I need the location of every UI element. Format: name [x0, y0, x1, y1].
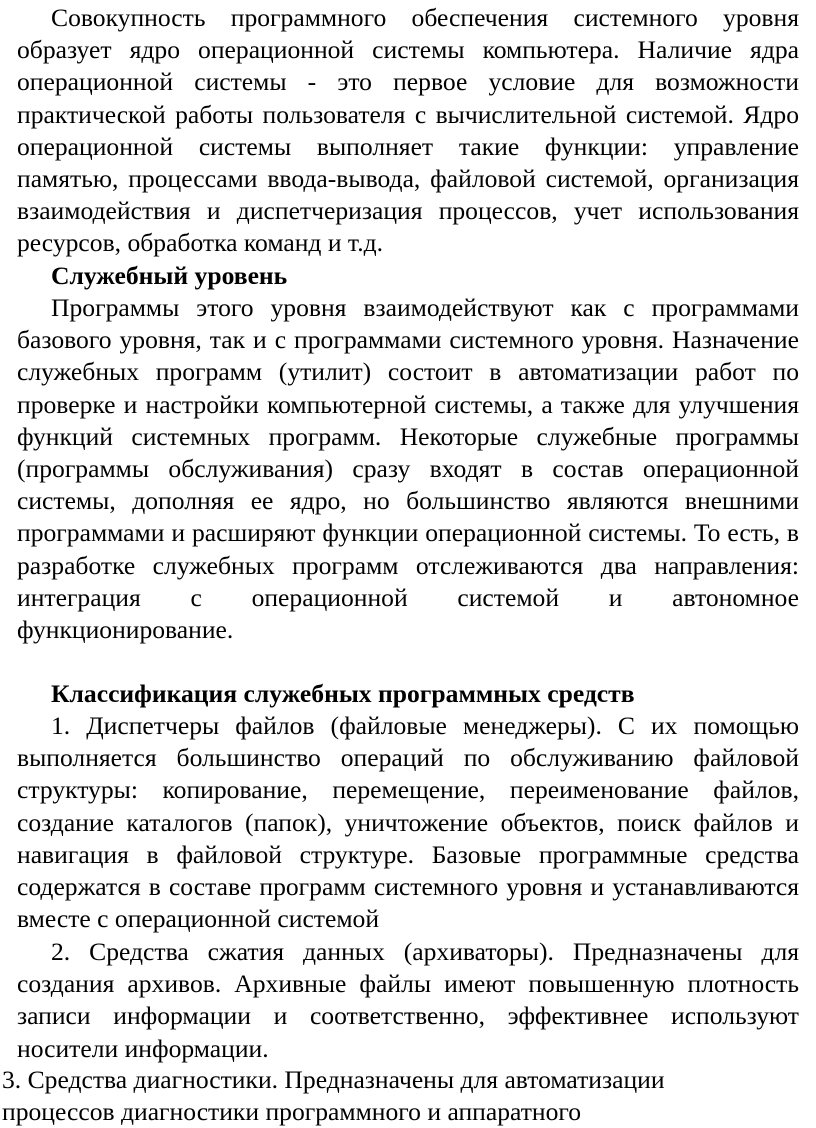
- paragraph-system-kernel: Совокупность программного обеспечения системного уровня образует ядро операционной системы компьютера. Наличие ядра операционной системы - это первое условие для возможности практической работы пользователя с вычислительной системой. Ядро операционной системы выполняет такие функции: управление памятью, процессами ввода-вывода, файловой системой, организация взаимодействия и диспетчеризация процессов, учет использования ресурсов, обработка команд и т.д.: [17, 3, 799, 258]
- paragraph-service-programs: Программы этого уровня взаимодействуют как с программами базового уровня, так и с программами системного уровня. Назначение служебных программ (утилит) состоит в автоматизации работ по проверке и настройки компьютерной системы, а также для улучшения функций системных программ. Некоторые служебные программы (программы обслуживания) сразу входят в состав операционной системы, дополняя ее ядро, но большинство являются внешними программами и расширяют функции операционной системы. То есть, в разработке служебных программ отслеживаются два направления: интеграция с операционной системой и автономное функционирование.: [17, 293, 799, 645]
- heading-service-level: Служебный уровень: [51, 261, 288, 290]
- list-item-file-managers: 1. Диспетчеры файлов (файловые менеджеры). С их помощью выполняется большинство операций по обслуживанию файловой структуры: копирование, перемещение, переименование файлов, создание каталогов (папок), уничтожение объектов, поиск файлов и навигация в файловой структуре. Базовые программные средства содержатся в составе программ системного уровня и устанавливаются вместе с операционной системой: [17, 711, 799, 934]
- list-item-archivers: 2. Средства сжатия данных (архиваторы). Предназначены для создания архивов. Архивные файлы имеют повышенную плотность записи информации и соответственно, эффективнее используют носители информации.: [17, 937, 799, 1063]
- list-item-diagnostics-line-2: процессов диагностики программного и аппаратного: [2, 1097, 582, 1126]
- list-item-diagnostics-line-1: 3. Средства диагностики. Предназначены для автоматизации: [2, 1065, 665, 1094]
- heading-classification: Классификация служебных программных средств: [51, 679, 635, 708]
